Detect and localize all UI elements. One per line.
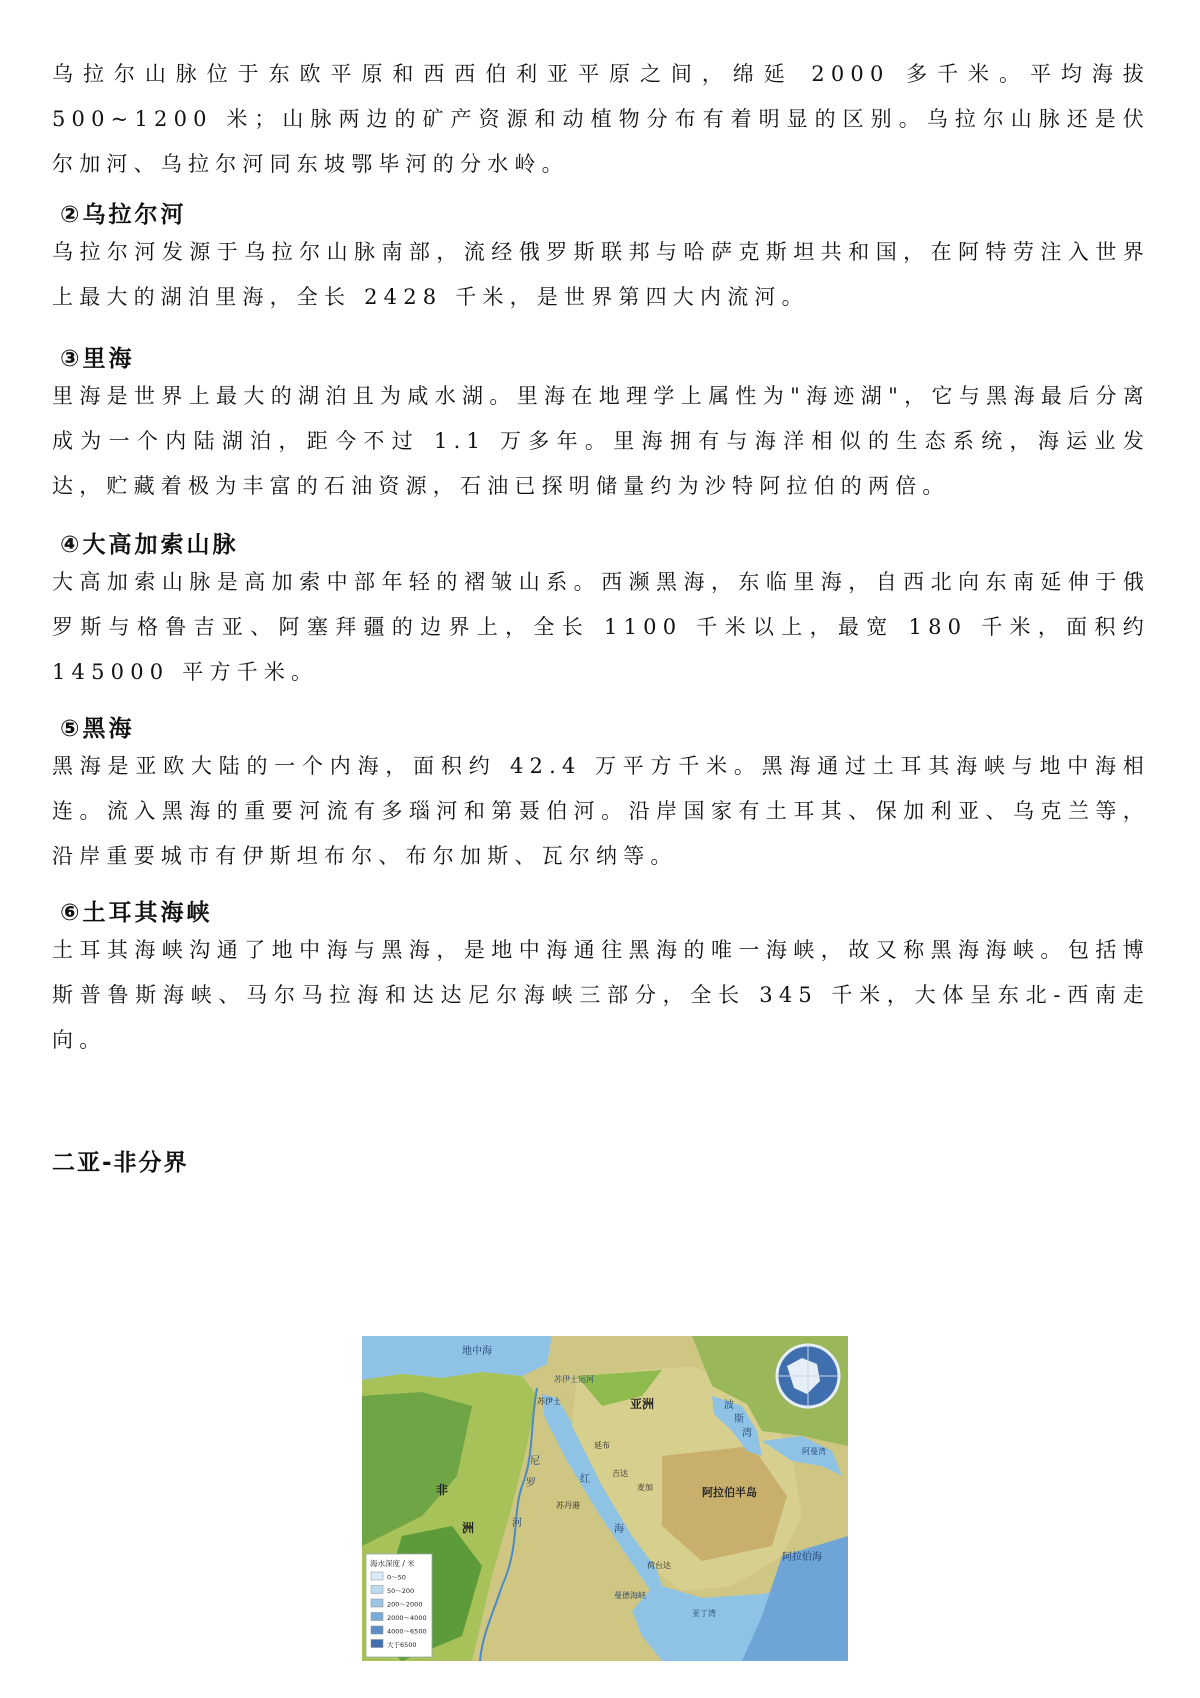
legend-item-label: 大于6500 xyxy=(387,1641,417,1649)
label-arabian-sea: 阿拉伯海 xyxy=(782,1552,822,1563)
legend-swatch xyxy=(371,1572,383,1580)
label-arabian-peninsula: 阿拉伯半岛 xyxy=(702,1486,757,1499)
label-suez-canal: 苏伊士运河 xyxy=(554,1375,594,1384)
legend-swatch xyxy=(371,1613,383,1621)
legend-item-label: 0～50 xyxy=(387,1573,406,1582)
paragraph-black-sea: 黑海是亚欧大陆的一个内海，面积约 42.4 万平方千米。黑海通过土耳其海峡与地中海相连。流入黑海的重要河流有多瑙河和第聂伯河。沿岸国家有土耳其、保加利亚、乌克兰等，沿岸重要城市有伊斯坦布尔、布尔加斯、瓦尔纳等。 xyxy=(52,754,1150,868)
label-jeddah: 吉达 xyxy=(612,1469,628,1478)
legend-item-label: 200～2000 xyxy=(387,1600,423,1609)
label-africa-1: 非 xyxy=(436,1483,449,1497)
paragraph-ural-river: 乌拉尔河发源于乌拉尔山脉南部，流经俄罗斯联邦与哈萨克斯坦共和国，在阿特劳注入世界上最大的湖泊里海，全长 2428 千米，是世界第四大内流河。 xyxy=(52,240,1150,309)
mediterranean-sea-area xyxy=(362,1336,552,1380)
legend-swatch xyxy=(371,1626,383,1634)
label-africa-2: 洲 xyxy=(462,1521,475,1535)
label-nile-2: 罗 xyxy=(526,1478,536,1489)
label-persian-gulf-3: 湾 xyxy=(742,1428,752,1439)
heading-turkish-straits: ⑥土耳其海峡 xyxy=(60,900,213,926)
label-persian-gulf-2: 斯 xyxy=(734,1414,744,1425)
heading-black-sea: ⑤黑海 xyxy=(60,716,135,742)
legend-swatch xyxy=(371,1599,383,1607)
heading-greater-caucasus: ④大高加索山脉 xyxy=(60,532,239,558)
label-nile-1: 尼 xyxy=(530,1456,540,1467)
heading-caspian-sea: ③里海 xyxy=(60,346,135,372)
label-red-sea-1: 红 xyxy=(580,1474,590,1485)
map-svg xyxy=(362,1336,848,1661)
asia-africa-boundary-map xyxy=(362,1336,848,1661)
label-suez: 苏伊士 xyxy=(537,1397,561,1406)
label-oman-gulf: 阿曼湾 xyxy=(802,1447,826,1456)
label-yanbu: 延布 xyxy=(594,1441,610,1450)
label-port-sudan: 苏丹港 xyxy=(556,1501,580,1510)
label-mecca: 麦加 xyxy=(637,1483,653,1492)
label-red-sea-2: 海 xyxy=(614,1524,624,1535)
label-persian-gulf-1: 波 xyxy=(724,1400,734,1411)
paragraph-greater-caucasus: 大高加索山脉是高加索中部年轻的褶皱山系。西濒黑海，东临里海，自西北向东南延伸于俄罗斯与格鲁吉亚、阿塞拜疆的边界上，全长 1100 千米以上，最宽 180 千米，面积约 145000 平方千米。 xyxy=(52,570,1150,684)
paragraph-caspian-sea: 里海是世界上最大的湖泊且为咸水湖。里海在地理学上属性为"海迹湖"，它与黑海最后分离成为一个内陆湖泊，距今不过 1.1 万多年。里海拥有与海洋相似的生态系统，海运业发达，贮藏着极为丰富的石油资源，石油已探明储量约为沙特阿拉伯的两倍。 xyxy=(52,384,1150,498)
depth-legend xyxy=(366,1554,432,1657)
legend-swatch xyxy=(371,1586,383,1594)
label-mediterranean: 地中海 xyxy=(462,1346,492,1357)
legend-swatch xyxy=(371,1640,383,1648)
label-mandeb: 曼德海峡 xyxy=(614,1591,646,1600)
heading-ural-river: ②乌拉尔河 xyxy=(60,202,187,228)
legend-item-label: 2000～4000 xyxy=(387,1614,427,1622)
label-aden-gulf: 亚丁湾 xyxy=(692,1609,716,1618)
label-hodeidah: 荷台达 xyxy=(647,1561,671,1570)
part-title-asia-africa-boundary: 二亚-非分界 xyxy=(52,1150,189,1176)
paragraph-turkish-straits: 土耳其海峡沟通了地中海与黑海，是地中海通往黑海的唯一海峡，故又称黑海海峡。包括博斯普鲁斯海峡、马尔马拉海和达达尼尔海峡三部分，全长 345 千米，大体呈东北-西南走向。 xyxy=(52,938,1150,1052)
legend-item-label: 4000～6500 xyxy=(387,1627,427,1636)
legend-title: 海水深度 / 米 xyxy=(370,1559,415,1568)
intro-paragraph: 乌拉尔山脉位于东欧平原和西西伯利亚平原之间，绵延 2000 多千米。平均海拔 500~1200 米；山脉两边的矿产资源和动植物分布有着明显的区别。乌拉尔山脉还是伏尔加河、乌拉尔河同东坡鄂毕河的分水岭。 xyxy=(52,62,1150,176)
legend-item-label: 50～200 xyxy=(387,1587,415,1595)
label-nile-3: 河 xyxy=(512,1518,522,1529)
label-asia: 亚洲 xyxy=(630,1397,655,1411)
